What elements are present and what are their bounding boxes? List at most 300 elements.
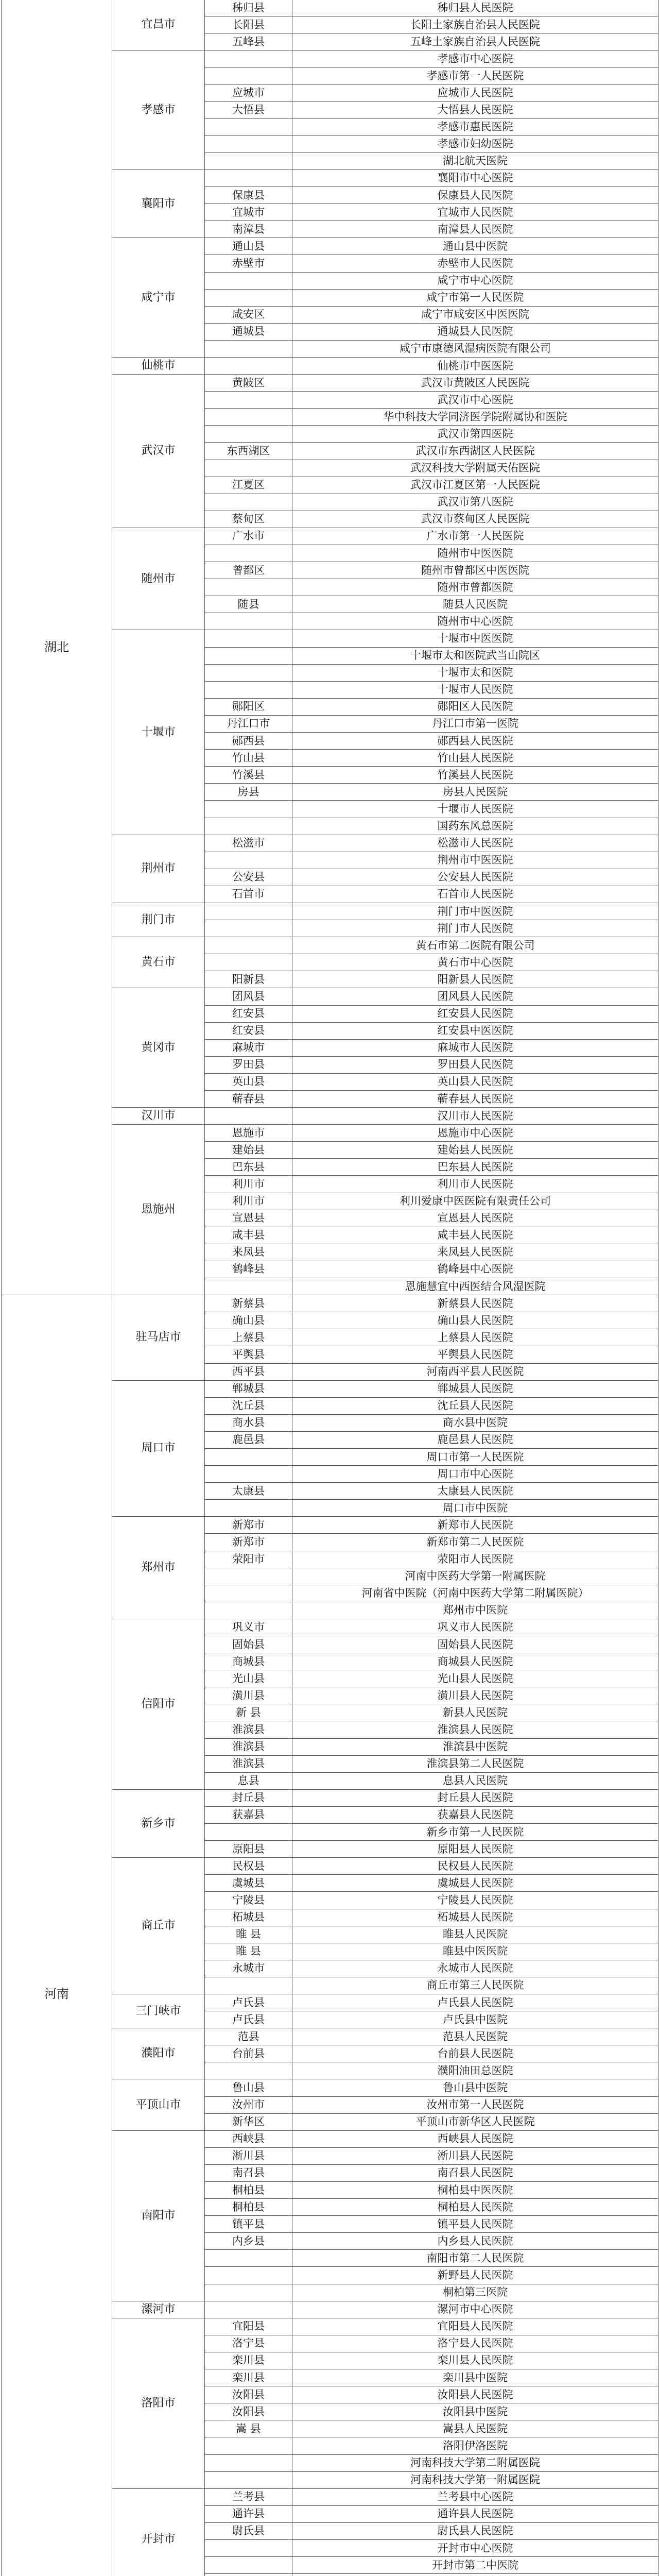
hospital-cell: 上蔡县人民医院 (292, 1329, 658, 1346)
county-cell (205, 67, 292, 84)
county-cell (205, 579, 292, 596)
county-cell: 宁陵县 (205, 1892, 292, 1909)
county-cell: 恩施市 (205, 1125, 292, 1142)
hospital-cell: 红安县中医医院 (292, 1022, 658, 1039)
hospital-cell: 竹山县人民医院 (292, 750, 658, 767)
city-cell: 新乡市 (112, 1789, 205, 1857)
hospital-cell: 新乡市第一人民医院 (292, 1824, 658, 1841)
county-cell: 巩义市 (205, 1619, 292, 1636)
county-cell (205, 2557, 292, 2574)
county-cell: 嵩 县 (205, 2420, 292, 2437)
city-cell: 咸宁市 (112, 238, 205, 358)
city-cell: 商丘市 (112, 1858, 205, 1994)
hospital-cell: 宜阳县人民医院 (292, 2318, 658, 2335)
city-cell: 南阳市 (112, 2130, 205, 2301)
county-cell (205, 392, 292, 409)
city-cell: 周口市 (112, 1380, 205, 1517)
county-cell: 蔡甸区 (205, 511, 292, 528)
county-cell: 郧阳区 (205, 698, 292, 715)
city-cell: 恩施州 (112, 1125, 205, 1295)
city-cell: 驻马店市 (112, 1295, 205, 1380)
hospital-cell: 沈丘县人民医院 (292, 1397, 658, 1414)
hospital-cell: 息县人民医院 (292, 1772, 658, 1789)
county-cell (205, 647, 292, 664)
hospital-cell: 公安县人民医院 (292, 869, 658, 886)
hospital-cell (292, 2574, 658, 2576)
hospital-cell: 五峰土家族自治县人民医院 (292, 33, 658, 50)
county-cell: 范县 (205, 2028, 292, 2045)
county-cell: 黄陂区 (205, 375, 292, 392)
county-cell (205, 630, 292, 647)
county-cell: 罗田县 (205, 1056, 292, 1073)
hospital-cell: 西峡县人民医院 (292, 2130, 658, 2147)
hospital-cell: 随县人民医院 (292, 596, 658, 613)
county-cell: 南漳县 (205, 221, 292, 238)
county-cell: 桐柏县 (205, 2182, 292, 2199)
county-cell: 柘城县 (205, 1909, 292, 1926)
city-cell: 信阳市 (112, 1619, 205, 1789)
province-cell: 湖北 (2, 0, 112, 1295)
hospital-cell: 孝感市妇幼医院 (292, 135, 658, 152)
county-cell: 淮滨县 (205, 1755, 292, 1772)
county-cell (205, 152, 292, 170)
county-cell: 桐柏县 (205, 2199, 292, 2216)
hospital-cell: 随州市中医医院 (292, 545, 658, 562)
county-cell (205, 2454, 292, 2471)
county-cell: 江夏区 (205, 477, 292, 494)
hospital-cell: 竹溪县人民医院 (292, 767, 658, 784)
city-cell: 汉川市 (112, 1108, 205, 1125)
county-cell: 台前县 (205, 2045, 292, 2062)
hospital-cell: 新县人民医院 (292, 1704, 658, 1721)
county-cell (205, 2539, 292, 2556)
county-cell: 来凤县 (205, 1244, 292, 1261)
county-cell: 公安县 (205, 869, 292, 886)
hospital-cell: 武汉市第八医院 (292, 494, 658, 511)
hospital-cell: 淮滨县第二人民医院 (292, 1755, 658, 1772)
county-cell: 麻城市 (205, 1039, 292, 1056)
hospital-cell: 郑州市中医院 (292, 1602, 658, 1619)
city-cell: 平顶山市 (112, 2079, 205, 2130)
hospital-cell: 宁陵县人民医院 (292, 1892, 658, 1909)
city-cell: 襄阳市 (112, 170, 205, 238)
hospital-cell: 武汉科技大学附属天佑医院 (292, 460, 658, 477)
county-cell (205, 2574, 292, 2576)
hospital-cell: 鹿邑县人民医院 (292, 1431, 658, 1448)
county-cell: 松滋市 (205, 835, 292, 852)
county-cell: 保康县 (205, 187, 292, 204)
county-cell (205, 1824, 292, 1841)
city-cell: 洛阳市 (112, 2318, 205, 2488)
hospital-cell: 应城市人民医院 (292, 84, 658, 101)
hospital-cell: 河南中医药大学第一附属医院 (292, 1568, 658, 1585)
hospital-cell: 虞城县人民医院 (292, 1875, 658, 1892)
county-cell (205, 409, 292, 426)
county-cell (205, 920, 292, 937)
hospital-cell: 黄石市第二医院有限公司 (292, 937, 658, 954)
hospital-cell: 华中科技大学同济医学院附属协和医院 (292, 409, 658, 426)
county-cell (205, 289, 292, 306)
hospital-cell: 固始县人民医院 (292, 1636, 658, 1653)
table-row (2, 1295, 658, 1312)
hospital-cell: 河南科技大学第一附属医院 (292, 2471, 658, 2488)
county-cell: 宣恩县 (205, 1210, 292, 1227)
hospital-cell: 周口市中医院 (292, 1500, 658, 1517)
county-cell: 确山县 (205, 1312, 292, 1329)
county-cell (205, 2471, 292, 2488)
county-cell: 巴东县 (205, 1159, 292, 1176)
hospital-cell: 民权县人民医院 (292, 1858, 658, 1875)
county-cell: 长阳县 (205, 16, 292, 33)
hospital-cell: 利川爱康中医医院有限责任公司 (292, 1193, 658, 1210)
hospital-cell: 郸城县人民医院 (292, 1380, 658, 1397)
county-cell: 息县 (205, 1772, 292, 1789)
city-cell: 孝感市 (112, 50, 205, 170)
city-cell: 郑州市 (112, 1517, 205, 1619)
county-cell: 封丘县 (205, 1789, 292, 1806)
county-cell: 汝阳县 (205, 2386, 292, 2403)
county-cell: 团风县 (205, 988, 292, 1005)
county-cell (205, 954, 292, 971)
county-cell: 鲁山县 (205, 2079, 292, 2096)
hospital-cell: 仙桃市中医医院 (292, 357, 658, 374)
hospital-cell: 漯河市中心医院 (292, 2301, 658, 2318)
hospital-cell: 咸宁市第一人民医院 (292, 289, 658, 306)
county-cell: 利川市 (205, 1176, 292, 1193)
city-cell: 濮阳市 (112, 2028, 205, 2079)
city-cell: 漯河市 (112, 2301, 205, 2318)
hospital-cell: 原阳县人民医院 (292, 1841, 658, 1858)
county-cell: 固始县 (205, 1636, 292, 1653)
county-cell: 洛宁县 (205, 2335, 292, 2352)
hospital-cell: 团风县人民医院 (292, 988, 658, 1005)
hospital-cell: 河南科技大学第二附属医院 (292, 2454, 658, 2471)
county-cell: 英山县 (205, 1073, 292, 1090)
county-cell (205, 1108, 292, 1125)
county-cell (205, 818, 292, 835)
hospital-cell: 卢氏县中医院 (292, 2011, 658, 2028)
hospital-cell: 淅川县人民医院 (292, 2147, 658, 2164)
hospital-cell: 房县人民医院 (292, 784, 658, 801)
city-cell: 黄石市 (112, 937, 205, 988)
hospital-cell: 红安县人民医院 (292, 1005, 658, 1022)
hospital-cell: 英山县人民医院 (292, 1073, 658, 1090)
hospital-cell: 武汉市第四医院 (292, 426, 658, 443)
county-cell (205, 340, 292, 357)
hospital-cell: 罗田县人民医院 (292, 1056, 658, 1073)
hospital-cell: 武汉市江夏区第一人民医院 (292, 477, 658, 494)
hospital-cell: 随州市曾都区中医医院 (292, 562, 658, 579)
county-cell: 内乡县 (205, 2233, 292, 2250)
hospital-cell: 商水县中医院 (292, 1414, 658, 1431)
county-cell: 房县 (205, 784, 292, 801)
county-cell: 镇平县 (205, 2216, 292, 2233)
county-cell (205, 937, 292, 954)
county-cell: 宜城市 (205, 204, 292, 221)
county-cell: 应城市 (205, 84, 292, 101)
hospital-cell: 汝州市第一人民医院 (292, 2096, 658, 2113)
hospital-cell: 新郑市人民医院 (292, 1517, 658, 1534)
county-cell: 五峰县 (205, 33, 292, 50)
county-cell: 赤壁市 (205, 255, 292, 272)
hospital-cell: 孝感市中心医院 (292, 50, 658, 67)
hospital-cell: 汝阳县人民医院 (292, 2386, 658, 2403)
city-cell: 荆门市 (112, 903, 205, 937)
county-cell: 新华区 (205, 2113, 292, 2130)
county-cell: 竹山县 (205, 750, 292, 767)
city-cell: 宜昌市 (112, 0, 205, 50)
hospital-cell: 随州市中心医院 (292, 613, 658, 630)
hospital-cell: 平顶山市新华区人民医院 (292, 2113, 658, 2130)
county-cell: 新 县 (205, 1704, 292, 1721)
hospital-cell: 河南西平县人民医院 (292, 1363, 658, 1380)
hospital-cell: 通许县人民医院 (292, 2505, 658, 2522)
county-cell (205, 135, 292, 152)
hospital-cell: 商城县人民医院 (292, 1653, 658, 1670)
hospital-cell: 濮阳油田总医院 (292, 2062, 658, 2079)
county-cell: 上蔡县 (205, 1329, 292, 1346)
county-cell: 卢氏县 (205, 2011, 292, 2028)
county-cell: 随县 (205, 596, 292, 613)
hospital-cell: 河南省中医院（河南中医药大学第二附属医院） (292, 1585, 658, 1602)
county-cell: 竹溪县 (205, 767, 292, 784)
county-cell: 西平县 (205, 1363, 292, 1380)
hospital-cell: 郧阳区人民医院 (292, 698, 658, 715)
county-cell: 栾川县 (205, 2352, 292, 2369)
county-cell: 淅川县 (205, 2147, 292, 2164)
county-cell: 阳新县 (205, 971, 292, 988)
county-cell: 睢 县 (205, 1943, 292, 1960)
hospital-cell: 大悟县人民医院 (292, 101, 658, 118)
hospital-cell: 十堰市人民医院 (292, 681, 658, 698)
hospital-cell: 确山县人民医院 (292, 1312, 658, 1329)
hospital-cell: 巴东县人民医院 (292, 1159, 658, 1176)
hospital-cell: 柘城县人民医院 (292, 1909, 658, 1926)
county-cell: 兰考县 (205, 2488, 292, 2505)
county-cell: 郸城县 (205, 1380, 292, 1397)
hospital-cell: 周口市第一人民医院 (292, 1448, 658, 1465)
hospital-cell: 武汉市东西湖区人民医院 (292, 443, 658, 460)
hospital-cell: 商丘市第三人民医院 (292, 1977, 658, 1994)
county-cell (205, 1278, 292, 1295)
hospital-cell: 潢川县人民医院 (292, 1687, 658, 1704)
county-cell: 咸安区 (205, 306, 292, 323)
county-cell (205, 357, 292, 374)
hospital-cell: 汝阳县中医院 (292, 2403, 658, 2420)
hospital-cell: 卢氏县人民医院 (292, 1994, 658, 2011)
hospital-cell: 丹江口市第一医院 (292, 715, 658, 732)
hospital-cell: 赤壁市人民医院 (292, 255, 658, 272)
county-cell (205, 272, 292, 289)
hospital-cell: 十堰市太和医院 (292, 664, 658, 681)
city-cell: 开封市 (112, 2488, 205, 2576)
hospital-cell: 南漳县人民医院 (292, 221, 658, 238)
county-cell: 秭归县 (205, 0, 292, 16)
county-cell: 太康县 (205, 1483, 292, 1500)
hospital-cell: 淮滨县中医院 (292, 1738, 658, 1755)
hospital-cell: 咸宁市中心医院 (292, 272, 658, 289)
hospital-cell: 镇平县人民医院 (292, 2216, 658, 2233)
county-cell: 咸丰县 (205, 1227, 292, 1244)
hospital-cell: 尉氏县人民医院 (292, 2522, 658, 2539)
hospital-cell: 汉川市人民医院 (292, 1108, 658, 1125)
hospital-cell: 新蔡县人民医院 (292, 1295, 658, 1312)
hospital-cell: 荥阳市人民医院 (292, 1551, 658, 1568)
county-cell (205, 1466, 292, 1483)
hospital-table (1, 0, 658, 2576)
city-cell: 黄冈市 (112, 988, 205, 1108)
county-cell: 通山县 (205, 238, 292, 255)
county-cell (205, 460, 292, 477)
county-cell (205, 1585, 292, 1602)
hospital-cell: 利川市人民医院 (292, 1176, 658, 1193)
hospital-cell: 内乡县人民医院 (292, 2233, 658, 2250)
county-cell (205, 170, 292, 187)
county-cell (205, 118, 292, 135)
hospital-cell: 永城市人民医院 (292, 1960, 658, 1977)
county-cell (205, 545, 292, 562)
hospital-cell: 周口市中心医院 (292, 1466, 658, 1483)
hospital-cell: 太康县人民医院 (292, 1483, 658, 1500)
table-row (2, 0, 658, 16)
hospital-cell: 恩施慧宜中西医结合风湿医院 (292, 1278, 658, 1295)
hospital-cell: 通城县人民医院 (292, 323, 658, 340)
hospital-cell: 嵩县人民医院 (292, 2420, 658, 2437)
county-cell: 丹江口市 (205, 715, 292, 732)
county-cell (205, 613, 292, 630)
hospital-cell: 鹤峰县中心医院 (292, 1261, 658, 1278)
city-cell: 荆州市 (112, 835, 205, 903)
hospital-cell: 洛宁县人民医院 (292, 2335, 658, 2352)
hospital-cell: 襄阳市中心医院 (292, 170, 658, 187)
county-cell: 新郑市 (205, 1534, 292, 1551)
county-cell: 东西湖区 (205, 443, 292, 460)
hospital-cell: 栾川县人民医院 (292, 2352, 658, 2369)
hospital-cell: 睢县人民医院 (292, 1926, 658, 1943)
hospital-cell: 宣恩县人民医院 (292, 1210, 658, 1227)
hospital-cell: 石首市人民医院 (292, 886, 658, 903)
county-cell (205, 1602, 292, 1619)
hospital-cell: 洛阳伊洛医院 (292, 2437, 658, 2454)
county-cell: 荥阳市 (205, 1551, 292, 1568)
hospital-cell: 咸宁市康德风湿病医院有限公司 (292, 340, 658, 357)
county-cell: 曾都区 (205, 562, 292, 579)
hospital-cell: 孝感市第一人民医院 (292, 67, 658, 84)
hospital-cell: 桐柏县中医医院 (292, 2182, 658, 2199)
province-cell: 河南 (2, 1295, 112, 2576)
county-cell: 淮滨县 (205, 1738, 292, 1755)
hospital-cell: 十堰市人民医院 (292, 801, 658, 818)
hospital-cell: 新野县人民医院 (292, 2267, 658, 2284)
county-cell: 宜阳县 (205, 2318, 292, 2335)
county-cell (205, 1568, 292, 1585)
county-cell (205, 1448, 292, 1465)
city-cell: 武汉市 (112, 375, 205, 528)
county-cell: 获嘉县 (205, 1806, 292, 1823)
county-cell (205, 2062, 292, 2079)
county-cell: 原阳县 (205, 1841, 292, 1858)
hospital-cell: 新郑市第二人民医院 (292, 1534, 658, 1551)
county-cell: 光山县 (205, 1670, 292, 1687)
county-cell: 栾川县 (205, 2369, 292, 2386)
county-cell (205, 2284, 292, 2301)
hospital-cell: 封丘县人民医院 (292, 1789, 658, 1806)
county-cell: 大悟县 (205, 101, 292, 118)
county-cell (205, 2267, 292, 2284)
hospital-cell: 郧西县人民医院 (292, 733, 658, 750)
county-cell (205, 50, 292, 67)
hospital-cell: 栾川县中医院 (292, 2369, 658, 2386)
hospital-cell: 长阳土家族自治县人民医院 (292, 16, 658, 33)
hospital-cell: 宜城市人民医院 (292, 204, 658, 221)
hospital-cell: 荆门市人民医院 (292, 920, 658, 937)
hospital-cell: 获嘉县人民医院 (292, 1806, 658, 1823)
county-cell: 虞城县 (205, 1875, 292, 1892)
county-cell: 尉氏县 (205, 2522, 292, 2539)
hospital-cell: 南阳市第二人民医院 (292, 2250, 658, 2267)
county-cell: 南召县 (205, 2164, 292, 2181)
county-cell: 沈丘县 (205, 1397, 292, 1414)
county-cell: 汝阳县 (205, 2403, 292, 2420)
county-cell (205, 852, 292, 869)
hospital-cell: 桐柏县人民医院 (292, 2199, 658, 2216)
county-cell: 新郑市 (205, 1517, 292, 1534)
county-cell (205, 2437, 292, 2454)
county-cell: 鹤峰县 (205, 1261, 292, 1278)
hospital-cell: 十堰市太和医院武当山院区 (292, 647, 658, 664)
county-cell (205, 1977, 292, 1994)
county-cell (205, 664, 292, 681)
county-cell: 石首市 (205, 886, 292, 903)
county-cell: 西峡县 (205, 2130, 292, 2147)
hospital-cell: 十堰市中医医院 (292, 630, 658, 647)
county-cell (205, 494, 292, 511)
hospital-cell: 麻城市人民医院 (292, 1039, 658, 1056)
county-cell: 蕲春县 (205, 1091, 292, 1108)
hospital-cell: 睢县中医医院 (292, 1943, 658, 1960)
hospital-cell: 武汉市蔡甸区人民医院 (292, 511, 658, 528)
county-cell: 永城市 (205, 1960, 292, 1977)
county-cell: 建始县 (205, 1142, 292, 1159)
county-cell: 通许县 (205, 2505, 292, 2522)
hospital-cell: 荆门市中医医院 (292, 903, 658, 920)
county-cell: 平舆县 (205, 1346, 292, 1363)
hospital-cell: 恩施市中心医院 (292, 1125, 658, 1142)
hospital-cell: 来凤县人民医院 (292, 1244, 658, 1261)
hospital-cell: 桐柏第三医院 (292, 2284, 658, 2301)
county-cell: 民权县 (205, 1858, 292, 1875)
hospital-cell: 咸宁市咸安区中医医院 (292, 306, 658, 323)
county-cell: 商水县 (205, 1414, 292, 1431)
hospital-cell: 孝感市惠民医院 (292, 118, 658, 135)
county-cell: 新蔡县 (205, 1295, 292, 1312)
county-cell (205, 2250, 292, 2267)
hospital-cell: 淮滨县人民医院 (292, 1721, 658, 1738)
hospital-cell: 开封市第二中医院 (292, 2557, 658, 2574)
hospital-cell: 兰考县中心医院 (292, 2488, 658, 2505)
city-cell: 随州市 (112, 528, 205, 630)
hospital-cell: 咸丰县人民医院 (292, 1227, 658, 1244)
hospital-cell: 黄石市中心医院 (292, 954, 658, 971)
county-cell (205, 1500, 292, 1517)
hospital-cell: 秭归县人民医院 (292, 0, 658, 16)
hospital-cell: 开封市中心医院 (292, 2539, 658, 2556)
county-cell (205, 2301, 292, 2318)
city-cell: 三门峡市 (112, 1994, 205, 2028)
hospital-cell: 松滋市人民医院 (292, 835, 658, 852)
county-cell (205, 681, 292, 698)
hospital-cell: 蕲春县人民医院 (292, 1091, 658, 1108)
